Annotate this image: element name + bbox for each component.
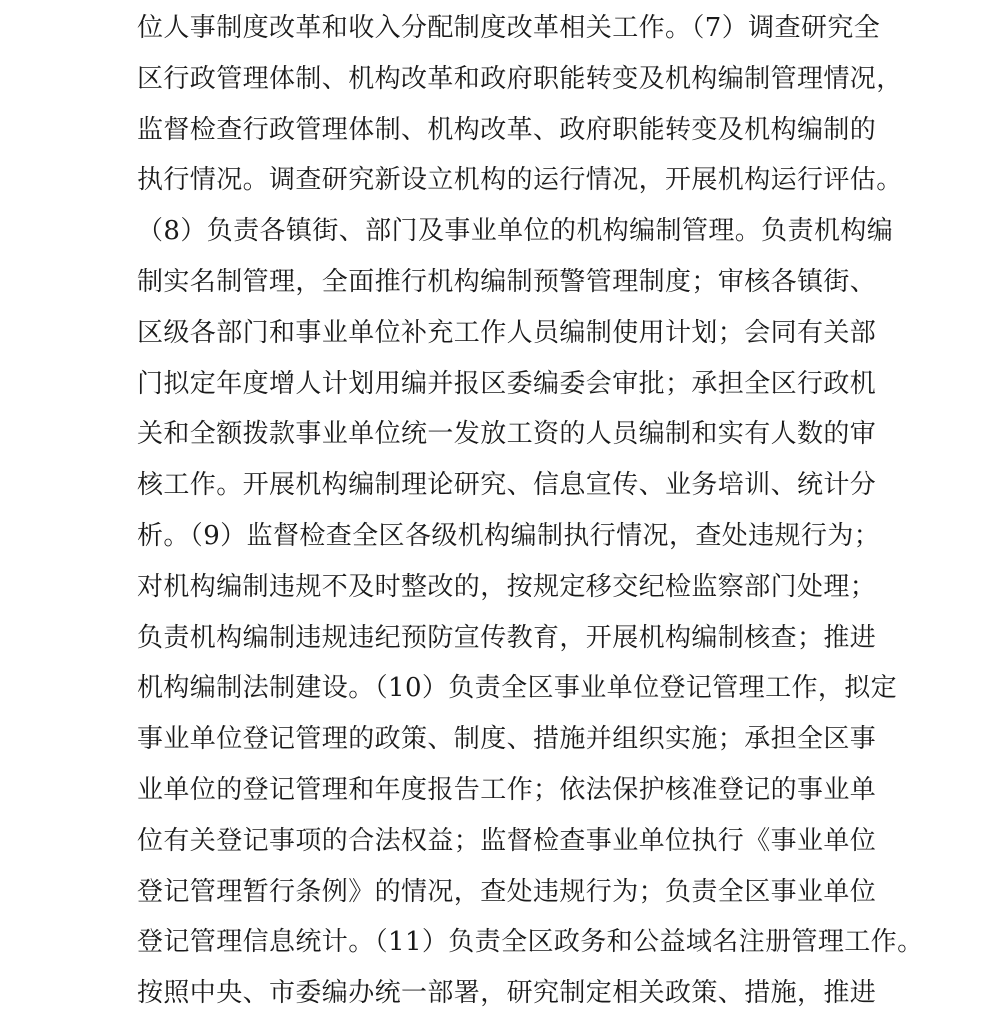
text-line: 区行政管理体制、机构改革和政府职能转变及机构编制管理情况，	[137, 63, 903, 94]
text-line: 区级各部门和事业单位补充工作人员编制使用计划；会同有关部	[137, 317, 877, 348]
text-line: 门拟定年度增人计划用编并报区委编委会审批；承担全区行政机	[137, 368, 877, 399]
text-line: 按照中央、市委编办统一部署，研究制定相关政策、措施，推进	[137, 978, 877, 1009]
text-line: 业单位的登记管理和年度报告工作；依法保护核准登记的事业单	[137, 774, 877, 805]
text-line: 核工作。开展机构编制理论研究、信息宣传、业务培训、统计分	[137, 470, 877, 501]
text-line: 位人事制度改革和收入分配制度改革相关工作。（7）调查研究全	[137, 13, 881, 43]
text-line: 监督检查行政管理体制、机构改革、政府职能转变及机构编制的	[137, 114, 877, 145]
text-line: 位有关登记事项的合法权益；监督检查事业单位执行《事业单位	[137, 825, 877, 856]
text-line: （8）负责各镇街、部门及事业单位的机构编制管理。负责机构编	[137, 216, 894, 247]
text-line: 析。（9）监督检查全区各级机构编制执行情况，查处违规行为；	[137, 520, 881, 551]
text-line: 登记管理信息统计。（11）负责全区政务和公益域名注册管理工作。	[137, 927, 924, 958]
text-line: 机构编制法制建设。（10）负责全区事业单位登记管理工作，拟定	[137, 673, 898, 704]
text-line: 登记管理暂行条例》的情况，查处违规行为；负责全区事业单位	[137, 876, 877, 907]
text-line: 执行情况。调查研究新设立机构的运行情况，开展机构运行评估。	[137, 165, 903, 196]
text-line: 对机构编制违规不及时整改的，按规定移交纪检监察部门处理；	[137, 571, 877, 602]
text-line: 事业单位登记管理的政策、制度、措施并组织实施；承担全区事	[137, 724, 877, 755]
text-line: 负责机构编制违规违纪预防宣传教育，开展机构编制核查；推进	[137, 622, 877, 653]
text-line: 制实名制管理，全面推行机构编制预警管理制度；审核各镇街、	[137, 266, 877, 297]
document-body-text	[137, 3, 924, 1019]
text-line: 关和全额拨款事业单位统一发放工资的人员编制和实有人数的审	[137, 419, 877, 450]
